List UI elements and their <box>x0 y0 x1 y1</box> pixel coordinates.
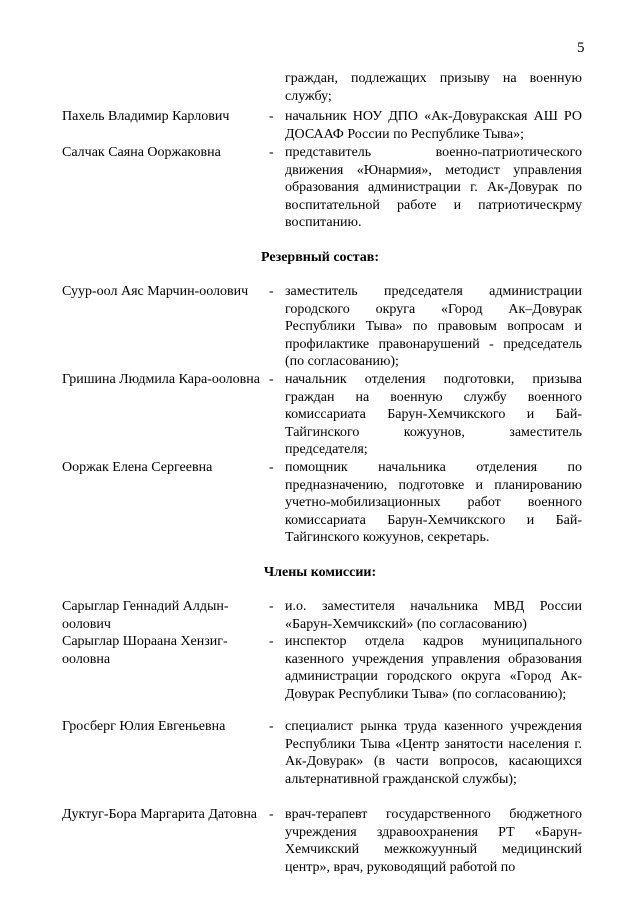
entry-description: и.о. заместителя начальника МВД России «Барун-Хемчикский» (по согласованию) <box>285 599 582 632</box>
entry-description: специалист рынка труда казенного учреждения Республики Тыва «Центр занятости населения г. Ак-Довурак» (в части вопросов, касающихся альтернативной гражданской службы); <box>285 719 582 787</box>
person-name: Салчак Саяна Ооржаковна <box>62 145 221 160</box>
person-name: Гросберг Юлия Евгеньевна <box>62 719 226 734</box>
person-name: Дуктуг-Бора Маргарита Датовна <box>62 807 258 822</box>
entry-dash: - <box>269 109 274 124</box>
person-name: Суур-оол Аяс Марчин-оолович <box>62 284 249 299</box>
entry-dash: - <box>269 634 274 649</box>
person-name: Сарыглар Геннадий Алдын-оолович <box>62 599 229 632</box>
entry-description: начальник НОУ ДПО «Ак-Довуракская АШ РО ДОСААФ России по Республике Тыва»; <box>285 109 582 142</box>
entry-dash: - <box>269 372 274 387</box>
entry-description: инспектор отдела кадров муниципального казенного учреждения управления образования администрации городского округа «Город Ак-Довурак Республики Тыва» (по согласованию); <box>285 634 582 702</box>
entry-dash: - <box>269 145 274 160</box>
entry-dash: - <box>269 599 274 614</box>
entry-dash: - <box>269 460 274 475</box>
person-name: Гришина Людмила Кара-ооловна <box>62 372 260 387</box>
entry-dash: - <box>269 719 274 734</box>
entry-dash: - <box>269 284 274 299</box>
entry-dash: - <box>269 807 274 822</box>
page-number: 5 <box>577 40 585 56</box>
person-name: Пахель Владимир Карлович <box>62 109 230 124</box>
entry-description: помощник начальника отделения по предназначению, подготовке и планированию учетно-мобилизационных работ военного комиссариата Барун-Хемчикского и Бай-Тайгинского кожуунов, секретарь. <box>285 460 582 545</box>
entry-description: врач-терапевт государственного бюджетного учреждения здравоохранения РТ «Барун-Хемчикский межкожуунный медицинский центр», врач, руководящий работой по <box>285 807 582 875</box>
reserve-heading: Резервный состав: <box>260 250 380 265</box>
entry-description: представитель военно-патриотического движения «Юнармия», методист управления образования администрации г. Ак-Довурак по воспитательной работе и патриотическрму воспитанию. <box>285 145 582 230</box>
members-heading: Члены комиссии: <box>263 565 377 580</box>
person-name: Сарыглар Шораана Хензиг-ооловна <box>62 634 228 667</box>
entry-description: начальник отделения подготовки, призыва граждан на военную службу военного комиссариата Барун-Хемчикского и Бай-Тайгинского кожуунов, заместитель председателя; <box>285 372 582 457</box>
person-name: Ооржак Елена Сергеевна <box>62 460 213 475</box>
entry-description: граждан, подлежащих призыву на военную службу; <box>285 71 582 104</box>
entry-description: заместитель председателя администрации городского округа «Город Ак–Довурак Республики Тыва» по правовым вопросам и профилактике правонарушений - председатель (по согласованию); <box>285 284 582 369</box>
